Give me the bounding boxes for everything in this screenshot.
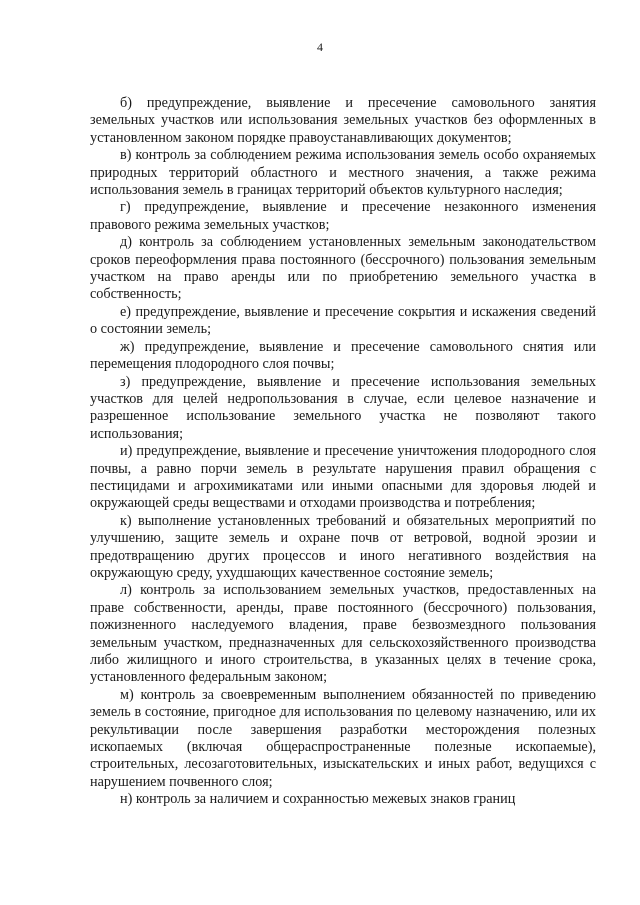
paragraph-zh: ж) предупреждение, выявление и пресечение самовольного снятия или перемещения плодородного слоя почвы; [90, 338, 596, 373]
page-number: 4 [317, 40, 323, 54]
paragraph-n: н) контроль за наличием и сохранностью межевых знаков границ [120, 791, 516, 808]
paragraph-i: и) предупреждение, выявление и пресечение уничтожения плодородного слоя почвы, а равно порчи земель в результате нарушения правил обращения с пестицидами и агрохимикатами или иными опасными для здоровья людей и окружающей среды веществами и отходами производства и потребления; [90, 443, 596, 512]
paragraph-k: к) выполнение установленных требований и обязательных мероприятий по улучшению, защите земель и охране почв от ветровой, водной эрозии и предотвращению других процессов и иного негативного воздействия на окружающую среду, ухудшающих качественное состояние земель; [90, 512, 596, 581]
document-body [90, 95, 596, 809]
paragraph-e: е) предупреждение, выявление и пресечение сокрытия и искажения сведений о состоянии земель; [90, 303, 596, 338]
paragraph-v: в) контроль за соблюдением режима использования земель особо охраняемых природных территорий областного и местного значения, а также режима использования земель в границах территорий объектов культурного наследия; [90, 147, 596, 199]
paragraph-g: г) предупреждение, выявление и пресечение незаконного изменения правового режима земельных участков; [90, 199, 596, 233]
paragraph-z: з) предупреждение, выявление и пресечение использования земельных участков для целей недропользования в случае, если целевое назначение и разрешенное использование земельного участка не позволяют такого использования; [90, 373, 596, 442]
paragraph-l: л) контроль за использованием земельных участков, предоставленных на праве собственности, аренды, праве постоянного (бессрочного) пользования, пожизненного наследуемого владения, праве безвозмездного пользования земельным участком, предназначенных для сельскохозяйственного производства либо жилищного и иного строительства, в указанных целях в течение срока, установленного федеральным законом; [90, 582, 596, 686]
paragraph-m: м) контроль за своевременным выполнением обязанностей по приведению земель в состояние, пригодное для использования по целевому назначению, или их рекультивации после завершения разработки месторождения полезных ископаемых (включая общераспространенные полезные ископаемые), строительных, лесозаготовительных, изыскательских и иных работ, ведущихся с нарушением почвенного слоя; [90, 686, 596, 790]
paragraph-d: д) контроль за соблюдением установленных земельным законодательством сроков переоформления права постоянного (бессрочного) пользования земельным участком на право аренды или по приобретению земельного участка в собственность; [90, 234, 596, 303]
paragraph-b: б) предупреждение, выявление и пресечение самовольного занятия земельных участков или использования земельных участков без оформленных в установленном законом порядке правоустанавливающих документов; [90, 95, 596, 146]
